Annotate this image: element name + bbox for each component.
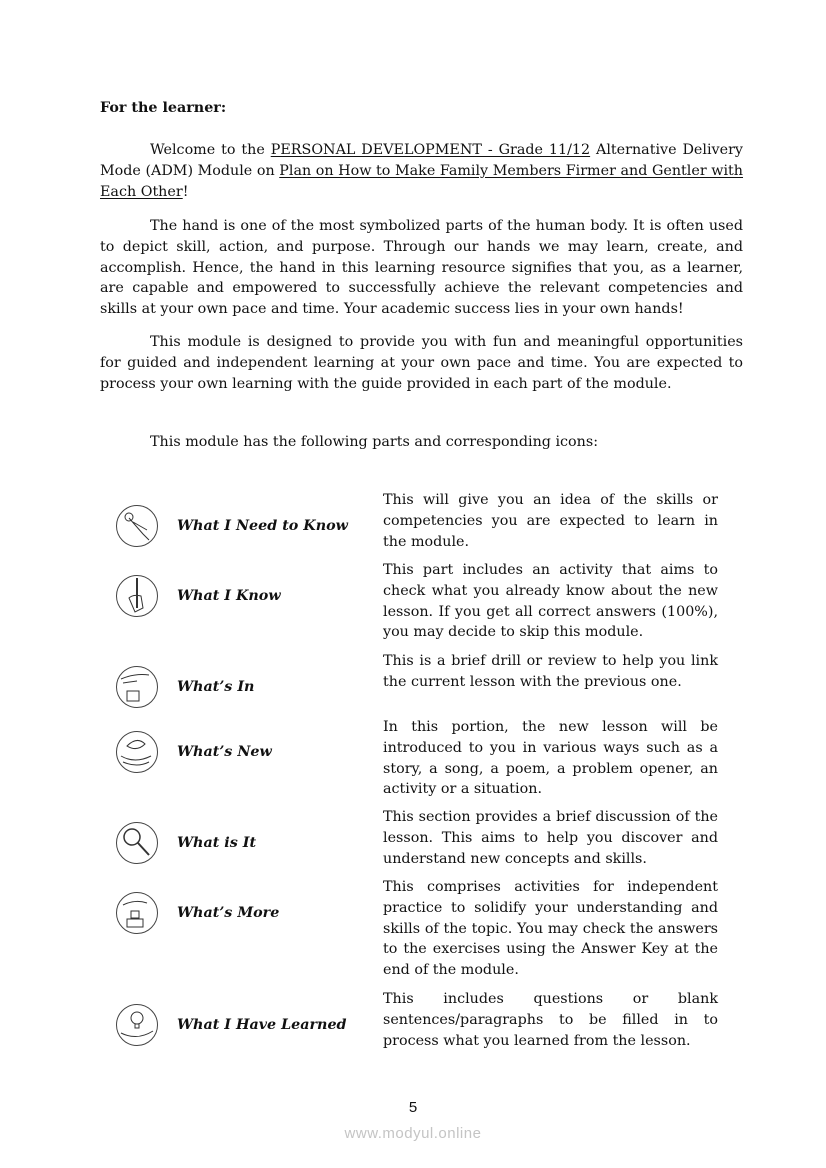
part-description: In this portion, the new lesson will be introduced to you in various ways such as a story, a song, a poem, a problem opener, an activity or a situation. bbox=[383, 719, 718, 798]
section-heading: For the learner: bbox=[100, 100, 227, 116]
hand-pencil-icon bbox=[115, 574, 159, 618]
part-label: What is It bbox=[177, 835, 257, 851]
hand-blocks-icon bbox=[115, 891, 159, 935]
part-label: What I Know bbox=[177, 588, 281, 604]
hand-puzzle-icon bbox=[115, 665, 159, 709]
subject-title: PERSONAL DEVELOPMENT - Grade 11/12 bbox=[270, 142, 591, 158]
intro-text: This module has the following parts and corresponding icons: bbox=[150, 434, 599, 450]
watermark: www.modyul.online bbox=[344, 1125, 482, 1142]
intro-paragraph-3 bbox=[100, 332, 743, 394]
part-description: This section provides a brief discussion of the lesson. This aims to help you discover and understand new concepts and skills. bbox=[383, 809, 718, 867]
pointing-hand-icon bbox=[115, 504, 159, 548]
intro-paragraph-1 bbox=[100, 140, 743, 202]
intro-text: Alternative Delivery Mode (ADM) Module on bbox=[100, 142, 743, 179]
module-title: Plan on How to Make Family Members Firmer and Gentler with Each Other bbox=[100, 162, 744, 200]
hands-leaf-icon bbox=[115, 730, 159, 774]
intro-text: ! bbox=[182, 183, 189, 200]
part-description: This will give you an idea of the skills or competencies you are expected to learn in the module. bbox=[383, 492, 718, 550]
intro-text: The hand is one of the most symbolized parts of the human body. It is often used to depict skill, action, and purpose. Through our hands we may learn, create, and accomplish. Hence, the hand in this learning resource signifies that you, as a learner, are capable and empowered to successfully achieve the relevant competencies and skills at your own pace and time. Your academic success lies in your own hands! bbox=[100, 218, 743, 318]
hand-bulb-icon bbox=[115, 1003, 159, 1047]
part-label: What’s More bbox=[177, 905, 280, 921]
part-label: What’s New bbox=[177, 744, 272, 760]
intro-paragraph-4 bbox=[100, 432, 743, 453]
magnifier-hand-icon bbox=[115, 821, 159, 865]
part-description: This includes questions or blank sentences/paragraphs to be filled in to process what you learned from the lesson. bbox=[383, 991, 718, 1049]
part-label: What’s In bbox=[177, 679, 255, 695]
part-label: What I Have Learned bbox=[177, 1017, 347, 1033]
intro-text: This module is designed to provide you with fun and meaningful opportunities for guided and independent learning at your own pace and time. You are expected to process your own learning with the guide provided in each part of the module. bbox=[100, 334, 743, 392]
part-description: This comprises activities for independent practice to solidify your understanding and skills of the topic. You may check the answers to the exercises using the Answer Key at the end of the module. bbox=[383, 879, 718, 979]
page-number: 5 bbox=[408, 1099, 418, 1116]
intro-paragraph-2 bbox=[100, 216, 743, 320]
part-description: This is a brief drill or review to help you link the current lesson with the previous one. bbox=[383, 653, 718, 690]
part-label: What I Need to Know bbox=[177, 518, 348, 534]
part-description: This part includes an activity that aims to check what you already know about the new lesson. If you get all correct answers (100%), you may decide to skip this module. bbox=[383, 562, 718, 641]
intro-text: Welcome to the bbox=[150, 142, 271, 158]
